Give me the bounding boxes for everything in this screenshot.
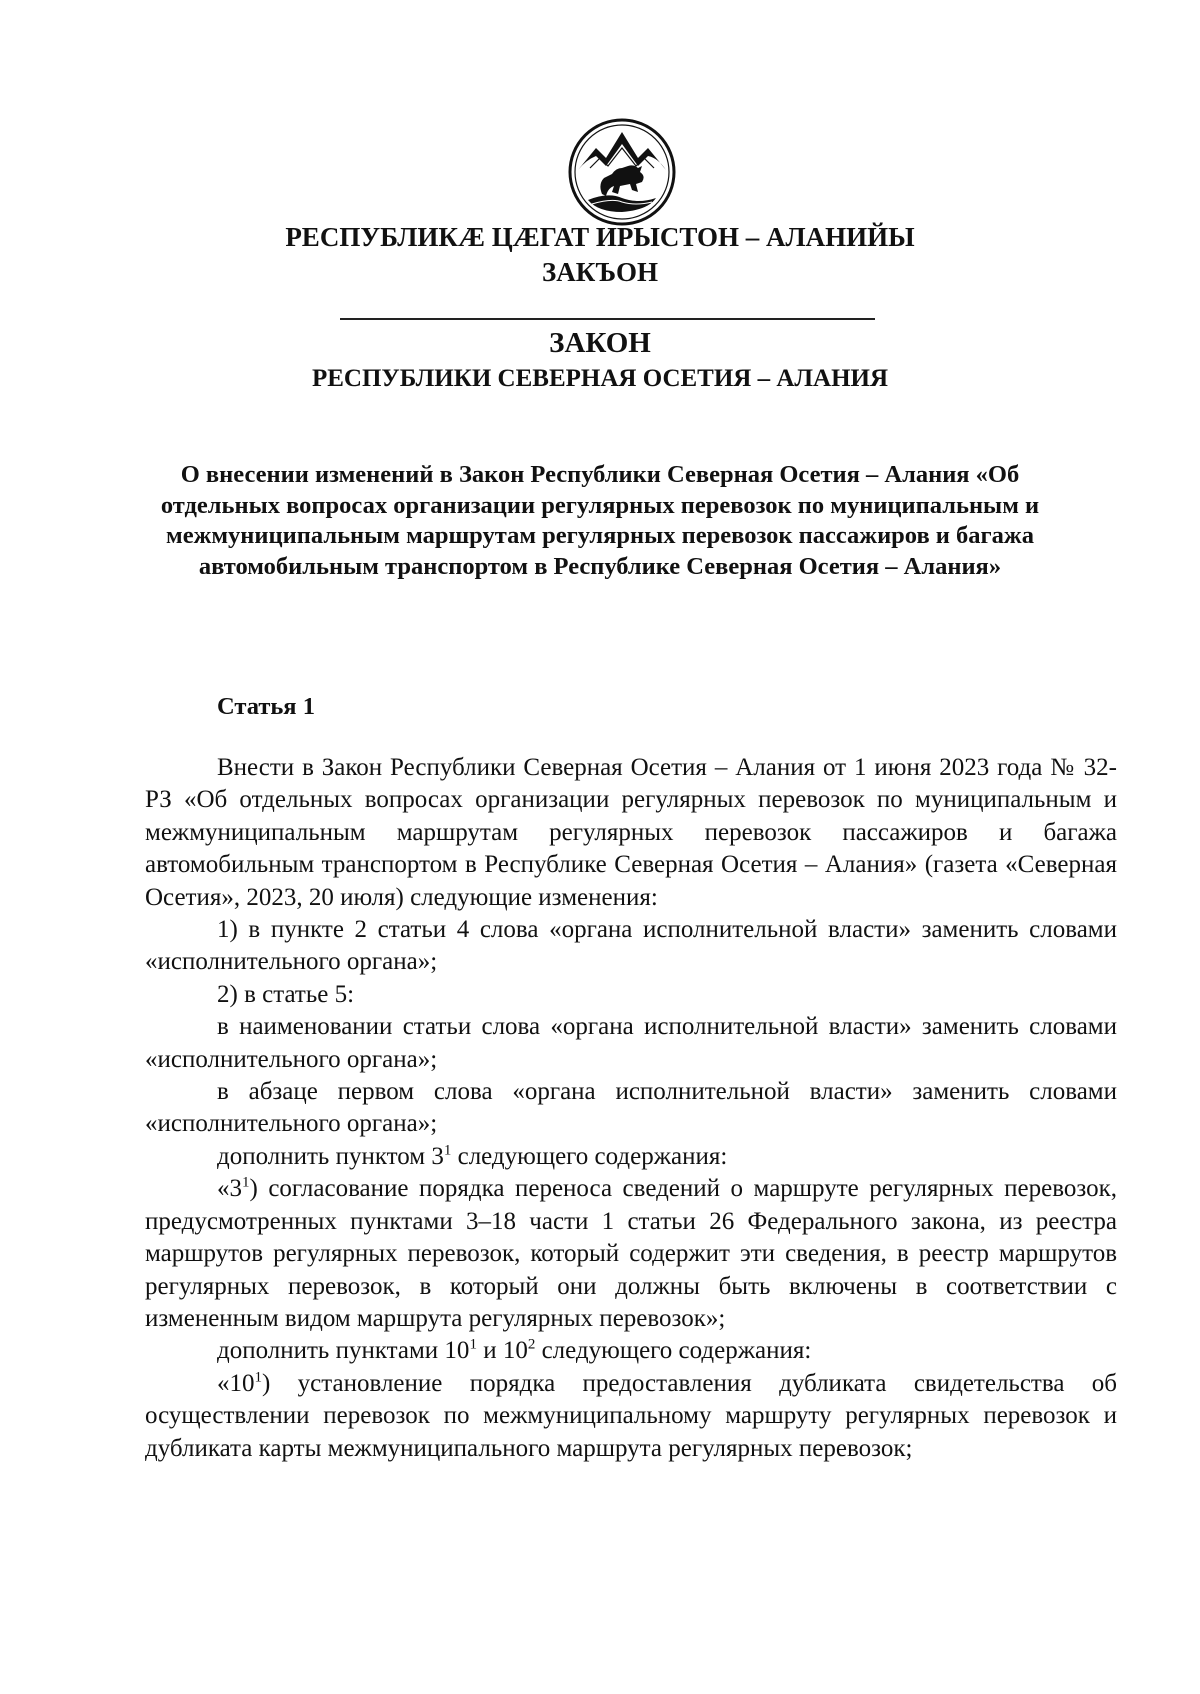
ossetian-header-line-2: ЗАКЪОН: [542, 257, 658, 287]
paragraph-9-text-a: «10: [217, 1369, 255, 1397]
paragraph-7: [145, 1173, 1117, 1335]
header-divider: [340, 318, 875, 320]
paragraph-9: [145, 1368, 1117, 1465]
law-title: О внесении изменений в Закон Республики Северная Осетия – Алания «Об отдельных вопросах организации регулярных перевозок по муниципальным и межмуниципальным маршрутам регулярных перевозок пассажиров и багажа автомобильным транспортом в Республике Северная Осетия – Алания»: [160, 461, 1040, 580]
paragraph-5: в абзаце первом слова «органа исполнительной власти» заменить словами «исполнительного органа»;: [145, 1078, 1117, 1138]
russian-header-line-2: РЕСПУБЛИКИ СЕВЕРНАЯ ОСЕТИЯ – АЛАНИЯ: [311, 365, 889, 392]
paragraph-6: [145, 1141, 1117, 1173]
coat-of-arms-emblem: [568, 118, 676, 226]
paragraph-1: Внести в Закон Республики Северная Осетия – Алания от 1 июня 2023 года № 32-РЗ «Об отдельных вопросах организации регулярных перевозок по муниципальным и межмуниципальным маршрутам регулярных перевозок пассажиров и багажа автомобильным транспортом в Республике Северная Осетия – Алания» (газета «Северная Осетия», 2023, 20 июля) следующие изменения:: [145, 754, 1117, 911]
paragraph-3: 2) в статье 5:: [217, 980, 355, 1008]
paragraph-4: в наименовании статьи слова «органа исполнительной власти» заменить словами «исполнительного органа»;: [145, 1013, 1117, 1073]
paragraph-9-text-b: ) установление порядка предоставления дубликата свидетельства об осуществлении перевозок по межмуниципальному маршруту регулярных перевозок и дубликата карты межмуниципального маршрута регулярных перевозок;: [145, 1369, 1117, 1462]
paragraph-6-superscript: 1: [443, 1142, 452, 1159]
paragraph-7-superscript: 1: [242, 1174, 250, 1191]
paragraph-8-superscript-1: 1: [469, 1336, 477, 1353]
article-body: [145, 752, 1117, 1465]
paragraph-8-text-b: и 10: [476, 1337, 528, 1365]
ossetian-header-line-1: РЕСПУБЛИКӔ ЦӔГАТ ИРЫСТОН – АЛАНИЙЫ: [285, 222, 915, 252]
paragraph-2: 1) в пункте 2 статьи 4 слова «органа исполнительной власти» заменить словами «исполнительного органа»;: [145, 916, 1117, 976]
paragraph-7-text-b: ) согласование порядка переноса сведений о маршруте регулярных перевозок, предусмотренных пунктами 3–18 части 1 статьи 26 Федерального закона, из реестра маршрутов регулярных перевозок, который содержит эти сведения, в реестр маршрутов регулярных перевозок, в который они должны быть включены в соответствии с измененным видом маршрута регулярных перевозок»;: [145, 1175, 1117, 1332]
paragraph-8-text-c: следующего содержания:: [535, 1337, 812, 1365]
article-heading: Статья 1: [217, 693, 315, 720]
paragraph-8: [145, 1335, 1117, 1367]
russian-header-line-1: ЗАКОН: [549, 327, 651, 359]
paragraph-8-superscript-2: 2: [527, 1336, 536, 1353]
paragraph-6-text-b: следующего содержания:: [451, 1142, 728, 1170]
paragraph-9-superscript: 1: [254, 1369, 262, 1386]
paragraph-6-text-a: дополнить пунктом 3: [217, 1142, 444, 1170]
paragraph-8-text-a: дополнить пунктами 10: [217, 1337, 470, 1365]
paragraph-7-text-a: «3: [217, 1175, 242, 1203]
